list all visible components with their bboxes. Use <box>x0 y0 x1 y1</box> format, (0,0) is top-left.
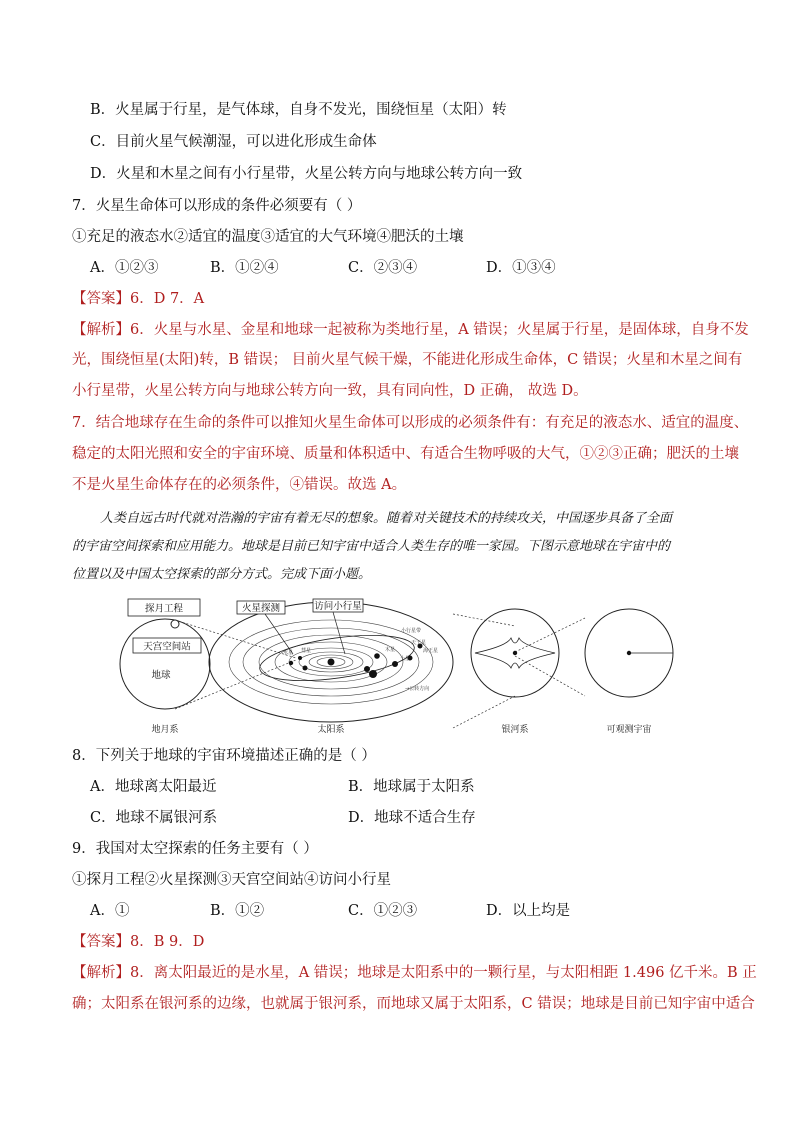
q9-option-c: C．①②③ <box>348 903 418 919</box>
passage-line3: 位置以及中国太空探索的部分方式。完成下面小题。 <box>72 567 372 582</box>
tiny-comet: 彗星 <box>301 648 312 654</box>
answer-8-9: 【答案】8．B 9．D <box>72 934 205 950</box>
q9-option-a: A．① <box>90 903 130 919</box>
analysis-8-line1: 【解析】8．离太阳最近的是水星，A 错误；地球是太阳系中的一颗行星，与太阳相距 1.496 亿千米。B 正 <box>72 965 757 981</box>
q7-option-c: C．②③④ <box>348 260 418 276</box>
q8-option-b: B．地球属于太阳系 <box>348 779 475 795</box>
tiny-neptune: 海王星 <box>423 648 439 654</box>
q7-option-b: B．①②④ <box>210 260 279 276</box>
tiny-direction: →公转方向 <box>405 686 430 692</box>
tiny-jupiter: 木星 <box>385 647 396 653</box>
q8-option-d: D．地球不适合生存 <box>348 810 476 826</box>
analysis-8-line2: 确；太阳系在银河系的边缘，也就属于银河系，而地球又属于太阳系，C 错误；地球是目前已知宇宙中适合 <box>72 996 755 1012</box>
q9-stem: 9．我国对太空探索的任务主要有（ ） <box>72 841 318 857</box>
q7-option-a: A．①②③ <box>90 260 159 276</box>
q8-option-a: A．地球离太阳最近 <box>90 779 217 795</box>
q8-option-c: C．地球不属银河系 <box>90 810 218 826</box>
q9-option-d: D．以上均是 <box>486 903 571 919</box>
caption-milky-way: 银河系 <box>501 725 529 735</box>
answer-6-7: 【答案】6．D 7．A <box>72 291 205 307</box>
tiny-mercury: 水星 <box>283 650 294 656</box>
analysis-6-line2: 光，围绕恒星(太阳)转，B 错误； 目前火星气候干燥，不能进化形成生命体，C 错误；火星和木星之间有 <box>72 352 743 368</box>
reading-passage <box>72 505 732 589</box>
analysis-6-line1: 【解析】6．火星与水星、金星和地球一起被称为类地行星，A 错误；火星属于行星，是固体球，自身不发 <box>72 322 749 338</box>
label-asteroid-visit: 访问小行星 <box>314 601 362 612</box>
q9-items: ①探月工程②火星探测③天宫空间站④访问小行星 <box>72 872 391 888</box>
caption-observable-universe: 可观测宇宙 <box>606 725 652 735</box>
passage-line1: 人类自远古时代就对浩瀚的宇宙有着无尽的想象。随着对关键技术的持续攻关，中国逐步具备了全面 <box>100 511 673 526</box>
q6-option-b: B．火星属于行星，是气体球，自身不发光，围绕恒星（太阳）转 <box>90 102 507 118</box>
analysis-7-line2: 稳定的太阳光照和安全的宇宙环境、质量和体积适中、有适合生物呼吸的大气，①②③正确；肥沃的土壤 <box>72 446 739 462</box>
moon-icon <box>171 620 179 628</box>
tiny-uranus: 天王星 <box>411 640 427 646</box>
earth-moon-system <box>120 599 210 709</box>
analysis-7-line1: 7．结合地球存在生命的条件可以推知火星生命体可以形成的必须条件有：有充足的液态水、适宜的温度、 <box>72 415 749 431</box>
q8-stem: 8．下列关于地球的宇宙环境描述正确的是（ ） <box>72 748 376 764</box>
tiny-saturn: 土星 <box>400 656 411 662</box>
cosmic-hierarchy-figure <box>115 596 685 742</box>
label-mars-probe: 火星探测 <box>241 603 281 614</box>
sun-icon <box>328 659 335 666</box>
q7-stem: 7．火星生命体可以形成的条件必须要有（ ） <box>72 198 362 214</box>
caption-solar-system: 太阳系 <box>317 725 345 735</box>
solar-system <box>209 599 453 722</box>
q9-option-b: B．①② <box>210 903 265 919</box>
tiny-asteroid-belt: 小行星带 <box>401 628 422 634</box>
caption-earth-moon: 地月系 <box>151 725 179 735</box>
passage-line2: 的宇宙空间探索和应用能力。地球是目前已知宇宙中适合人类生存的唯一家园。下图示意地球在宇宙中的 <box>72 539 671 554</box>
label-earth: 地球 <box>151 670 171 681</box>
q6-option-c: C．目前火星气候潮湿，可以进化形成生命体 <box>90 134 377 150</box>
label-space-station: 天宫空间站 <box>143 641 191 653</box>
observable-universe <box>585 609 673 697</box>
q7-option-d: D．①③④ <box>486 260 556 276</box>
q6-option-d: D．火星和木星之间有小行星带，火星公转方向与地球公转方向一致 <box>90 166 523 182</box>
milky-way <box>471 609 559 697</box>
analysis-6-line3: 小行星带，火星公转方向与地球公转方向一致，具有同向性，D 正确， 故选 D。 <box>72 383 588 399</box>
analysis-7-line3: 不是火星生命体存在的必须条件，④错误。故选 A。 <box>72 477 407 493</box>
q7-items: ①充足的液态水②适宜的温度③适宜的大气环境④肥沃的土壤 <box>72 229 464 245</box>
label-lunar-probe: 探月工程 <box>144 603 184 615</box>
